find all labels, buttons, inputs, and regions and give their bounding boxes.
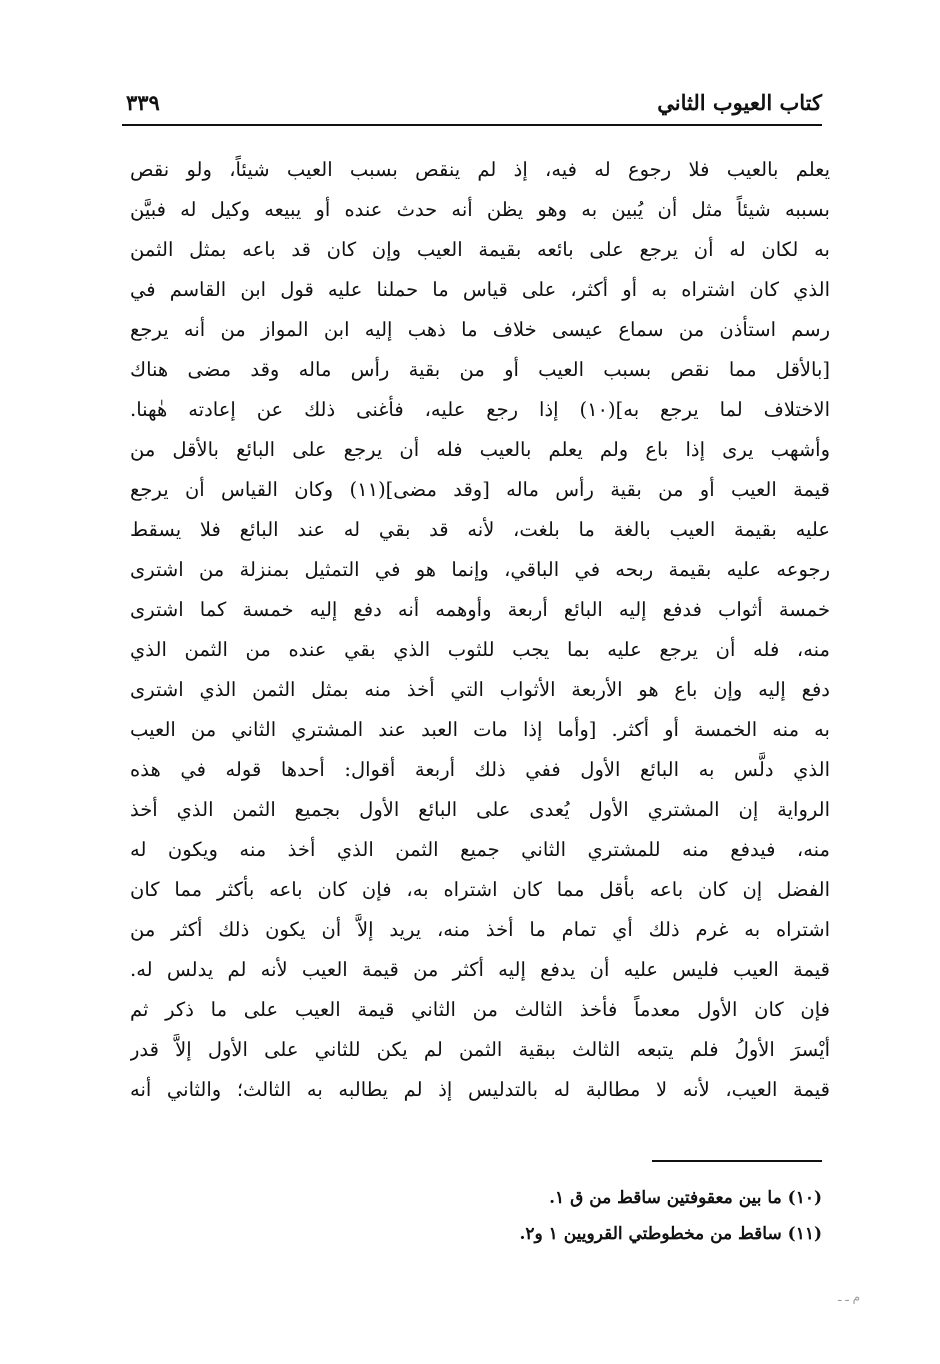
text-line: قيمة العيب، لأنه لا مطالبة له بالتدليس إذ لم يطالبه به الثالث؛ والثاني أنه bbox=[130, 1078, 830, 1101]
body-text bbox=[130, 150, 830, 1110]
text-line: به منه الخمسة أو أكثر. [وأما إذا مات العبد عند المشتري الثاني من العيب bbox=[130, 718, 830, 741]
text-line: الرواية إن المشتري الأول يُعدى على البائع الأول بجميع الثمن الذي أخذ bbox=[130, 798, 830, 821]
text-line: [بالأقل مما نقص بسبب العيب أو من بقية رأس ماله وقد مضى هناك bbox=[130, 358, 830, 381]
text-line: يعلم بالعيب فلا رجوع له فيه، إذ لم ينقص بسبب العيب شيئاً، ولو نقص bbox=[130, 158, 830, 181]
text-line: منه، فله أن يرجع عليه بما يجب للثوب الذي بقي عنده من الثمن الذي bbox=[130, 638, 830, 661]
footnote-rule bbox=[652, 1160, 822, 1162]
footnote-10: (١٠) ما بين معقوفتين ساقط من ق ١. bbox=[549, 1188, 822, 1208]
footnotes bbox=[300, 1180, 822, 1252]
text-line: قيمة العيب أو من بقية رأس ماله [وقد مضى](١١) وكان القياس أن يرجع bbox=[130, 478, 830, 501]
text-line: الفضل إن كان باعه بأقل مما كان اشتراه به، فإن كان باعه بأكثر مما كان bbox=[130, 878, 830, 901]
text-line: رسم استأذن من سماع عيسى خلاف ما ذهب إليه ابن المواز من أنه يرجع bbox=[130, 318, 830, 341]
text-line: خمسة أثواب فدفع إليه البائع أربعة وأوهمه أنه دفع إليه خمسة كما اشترى bbox=[130, 598, 830, 621]
text-line: قيمة العيب فليس عليه أن يدفع إليه أكثر من قيمة العيب لأنه لم يدلس له. bbox=[130, 958, 830, 981]
text-line: أيْسرَ الأولُ فلم يتبعه الثالث ببقية الثمن لم يكن للثاني على الأول إلاَّ قدر bbox=[130, 1038, 830, 1061]
text-line: منه، فيدفع منه للمشتري الثاني جميع الثمن الذي أخذ منه ويكون له bbox=[130, 838, 830, 861]
text-line: وأشهب يرى إذا باع ولم يعلم بالعيب فله أن يرجع على البائع بالأقل من bbox=[130, 438, 830, 461]
text-line: فإن كان الأول معدماً فأخذ الثالث من الثاني قيمة العيب على ما ذكر ثم bbox=[130, 998, 830, 1021]
running-header bbox=[122, 88, 822, 122]
text-line: بسببه شيئاً مثل أن يُبين به وهو يظن أنه حدث عنده أو يبيعه وكيل له فبيَّن bbox=[130, 198, 830, 221]
text-line: الذي كان اشتراه به أو أكثر، على قياس ما حملنا عليه قول ابن القاسم في bbox=[130, 278, 830, 301]
text-line: دفع إليه وإن باع هو الأربعة الأثواب التي أخذ منه بمثل الثمن الذي اشترى bbox=[130, 678, 830, 701]
text-line: به لكان له أن يرجع على بائعه بقيمة العيب وإن كان قد باعه بمثل الثمن bbox=[130, 238, 830, 261]
text-line: الاختلاف لما يرجع به](١٠) إذا رجع عليه، فأغنى ذلك عن إعادته هٰهنا. bbox=[130, 398, 830, 421]
header-rule bbox=[122, 124, 822, 126]
text-line: رجوعه عليه بقيمة ربحه في الباقي، وإنما هو في التمثيل بمنزلة من اشترى bbox=[130, 558, 830, 581]
text-line: اشتراه به غرم ذلك أي تمام ما أخذ منه، يريد إلاَّ أن يكون ذلك أكثر من bbox=[130, 918, 830, 941]
page-number: ٣٣٩ bbox=[126, 90, 160, 115]
text-line: عليه بقيمة العيب بالغة ما بلغت، لأنه قد بقي له عند البائع فلا يسقط bbox=[130, 518, 830, 541]
footnote-11: (١١) ساقط من مخطوطتي القرويين ١ و٢. bbox=[519, 1224, 822, 1244]
running-title: كتاب العيوب الثاني bbox=[657, 90, 822, 115]
margin-mark: م ـ ـ bbox=[838, 1290, 861, 1304]
text-line: الذي دلَّس به البائع الأول ففي ذلك أربعة أقوال: أحدها قوله في هذه bbox=[130, 758, 830, 781]
